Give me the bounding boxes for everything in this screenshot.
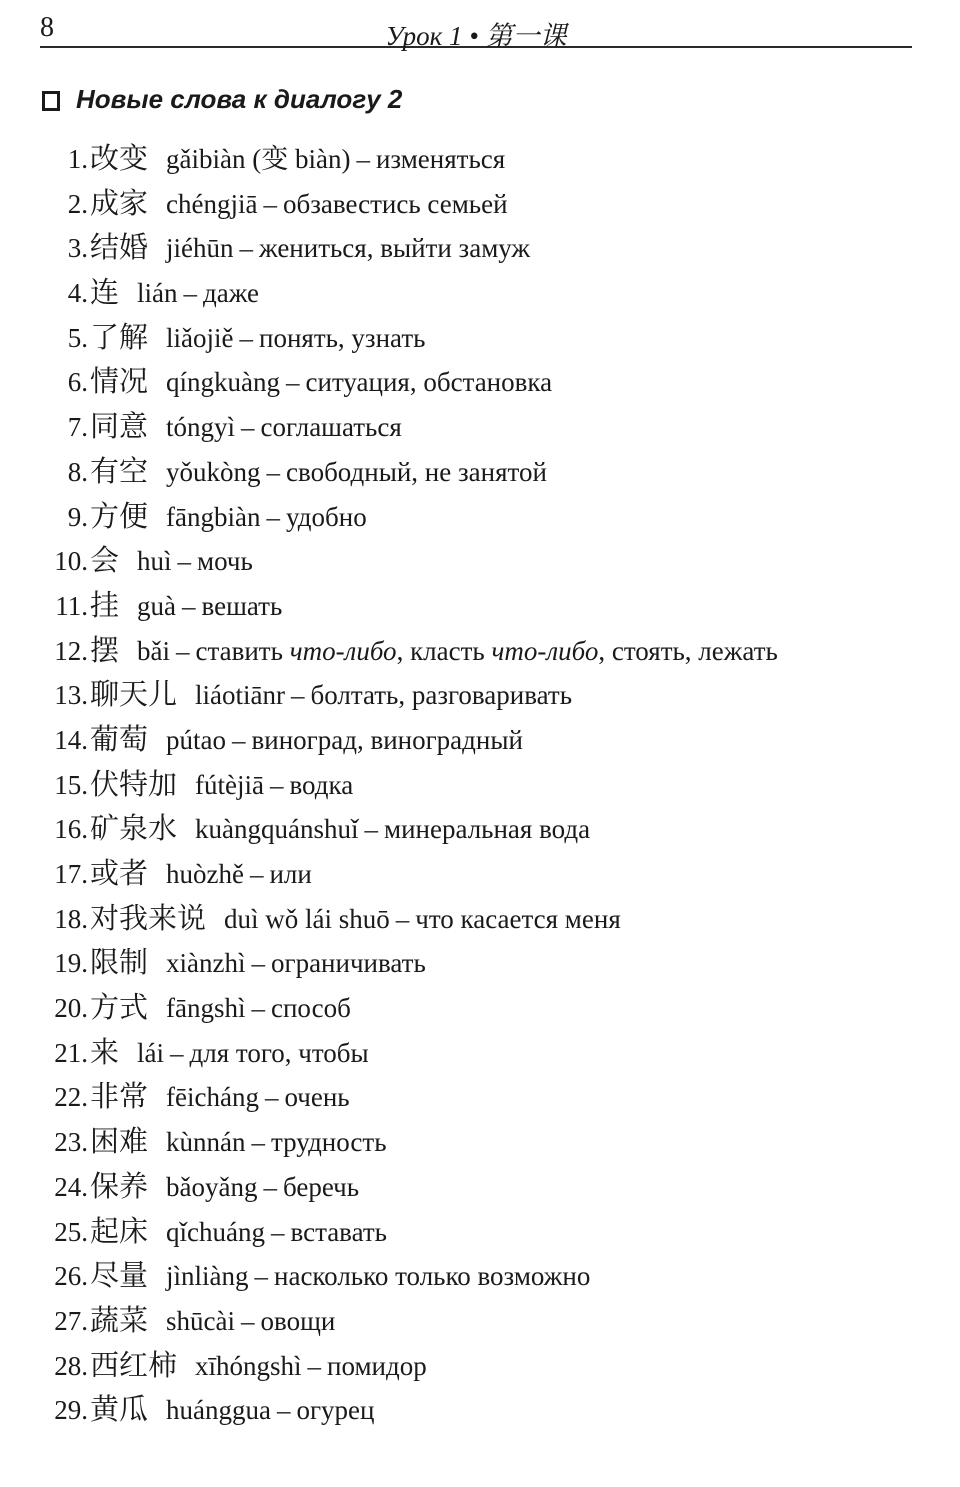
entry-separator: –: [254, 1261, 269, 1292]
vocab-entry: [38, 1164, 778, 1209]
entry-translation: водка: [289, 769, 354, 800]
entry-translation: для того, чтобы: [189, 1037, 369, 1068]
entry-number: 1.: [67, 144, 88, 174]
entry-translation: жениться, выйти замуж: [259, 233, 531, 264]
entry-hanzi: 结婚: [90, 230, 149, 265]
vocab-entry: [38, 1253, 778, 1298]
entry-separator: –: [307, 1350, 322, 1381]
entry-separator: –: [182, 590, 196, 621]
entry-separator: –: [241, 1305, 255, 1336]
vocab-entry: [38, 1387, 778, 1432]
entry-hanzi: 成家: [90, 185, 149, 220]
entry-pinyin: fēicháng: [166, 1082, 259, 1113]
entry-pinyin: jiéhūn: [166, 233, 234, 264]
entry-number: 14.: [54, 724, 88, 755]
vocab-entry: [38, 672, 778, 717]
entry-pinyin: yǒukòng: [166, 456, 261, 487]
vocab-entry: [38, 1343, 778, 1388]
entry-number: 4.: [67, 278, 88, 309]
entry-translation: насколько только возможно: [274, 1261, 591, 1292]
vocab-entry: [38, 1209, 778, 1254]
entry-separator: –: [263, 188, 277, 219]
entry-number: 15.: [54, 769, 88, 800]
vocab-entry: [38, 851, 778, 896]
entry-number: 25.: [54, 1216, 88, 1247]
running-title: Урок 1 • 第一课: [385, 21, 567, 51]
entry-number: 27.: [54, 1305, 88, 1336]
vocab-entry: [38, 181, 778, 226]
entry-hanzi: 非常: [90, 1079, 149, 1114]
entry-hanzi: 西红柿: [90, 1347, 178, 1382]
entry-pinyin: jìnliàng: [166, 1261, 249, 1292]
entry-number: 10.: [54, 546, 88, 577]
vocab-entry: [38, 359, 778, 404]
entry-number: 8.: [67, 456, 88, 487]
entry-number: 11.: [55, 590, 88, 621]
entry-hanzi: 改变: [90, 141, 149, 175]
entry-separator: –: [395, 903, 410, 934]
entry-separator: –: [251, 1127, 265, 1158]
entry-separator: –: [266, 501, 280, 532]
entry-hanzi: 聊天儿: [90, 677, 178, 712]
entry-pinyin: tóngyì: [166, 412, 236, 443]
entry-number: 22.: [54, 1082, 88, 1113]
entry-translation: способ: [271, 993, 351, 1024]
entry-hanzi: 方式: [90, 990, 149, 1025]
entry-number: 19.: [54, 948, 88, 979]
entry-translation: понять, узнать: [259, 322, 426, 353]
entry-separator: –: [251, 993, 265, 1024]
entry-separator: –: [183, 278, 198, 309]
square-bullet-icon: [42, 91, 60, 111]
entry-separator: –: [356, 144, 370, 174]
translation-part: , стоять, лежать: [598, 635, 778, 666]
entry-number: 13.: [54, 680, 88, 711]
entry-pinyin: lián: [137, 278, 178, 309]
entry-separator: –: [266, 456, 281, 487]
entry-hanzi: 尽量: [90, 1258, 149, 1293]
entry-pinyin: fāngbiàn: [166, 501, 261, 532]
entry-translation: болтать, разговаривать: [310, 680, 573, 711]
entry-translation: соглашаться: [260, 412, 402, 443]
entry-hanzi: 连: [90, 275, 120, 310]
entry-separator: –: [176, 635, 190, 666]
entry-hanzi: 矿泉水: [90, 811, 178, 846]
entry-hanzi: 摆: [90, 632, 120, 667]
entry-pinyin: xīhóngshì: [195, 1350, 302, 1381]
entry-translation: [196, 629, 778, 674]
entry-hanzi: 或者: [90, 856, 149, 890]
vocab-entry: [38, 583, 778, 628]
entry-separator: –: [264, 1082, 279, 1113]
entry-number: 16.: [54, 814, 88, 845]
entry-pinyin: gǎibiàn (变 biàn): [166, 144, 351, 174]
entry-number: 24.: [54, 1171, 88, 1202]
vocab-entry: [38, 225, 778, 270]
entry-separator: –: [177, 546, 192, 577]
entry-translation: вставать: [290, 1216, 387, 1247]
vocab-entry: [38, 940, 778, 985]
entry-translation: овощи: [260, 1305, 336, 1336]
entry-pinyin: pútao: [166, 724, 227, 755]
entry-hanzi: 困难: [90, 1124, 149, 1159]
entry-translation: вешать: [201, 590, 283, 621]
vocab-entry: [38, 806, 778, 851]
vocab-entry: [38, 449, 778, 494]
vocab-entry: [38, 628, 778, 673]
entry-separator: –: [271, 1216, 285, 1247]
entry-translation: виноград, виноградный: [251, 724, 523, 755]
entry-separator: –: [286, 367, 300, 398]
entry-number: 7.: [67, 412, 88, 443]
entry-pinyin: huòzhě: [166, 859, 244, 889]
entry-pinyin: qíngkuàng: [166, 367, 281, 398]
vocab-entry: [38, 717, 778, 762]
entry-number: 12.: [54, 635, 88, 666]
vocabulary-list: [38, 136, 778, 1432]
entry-separator: –: [249, 859, 264, 889]
page-number: 8: [40, 12, 54, 43]
entry-translation: обзавестись семьей: [282, 188, 508, 219]
entry-hanzi: 限制: [90, 945, 149, 980]
entry-hanzi: 保养: [90, 1168, 149, 1203]
entry-translation: очень: [284, 1082, 350, 1113]
entry-pinyin: duì wǒ lái shuō: [224, 903, 390, 934]
entry-separator: –: [241, 412, 255, 443]
vocab-entry: [38, 896, 778, 941]
entry-hanzi: 情况: [90, 364, 149, 399]
entry-separator: –: [364, 814, 378, 845]
entry-translation: помидор: [327, 1350, 427, 1381]
vocab-entry: [38, 762, 778, 807]
entry-hanzi: 方便: [90, 498, 149, 533]
entry-number: 18.: [54, 903, 88, 934]
entry-hanzi: 伏特加: [90, 766, 178, 801]
entry-hanzi: 来: [90, 1034, 120, 1069]
entry-pinyin: xiànzhì: [166, 948, 246, 979]
translation-part: ставить: [195, 635, 290, 666]
vocab-entry: [38, 1298, 778, 1343]
entry-translation: мочь: [197, 546, 253, 577]
entry-translation: трудность: [271, 1127, 387, 1158]
section-heading: [42, 84, 402, 115]
entry-number: 9.: [67, 501, 88, 532]
page-header: [40, 8, 912, 51]
entry-translation: изменяться: [375, 144, 506, 174]
vocab-entry: [38, 1074, 778, 1119]
entry-pinyin: bǎi: [137, 635, 171, 666]
entry-number: 17.: [54, 859, 88, 889]
translation-part: , класть: [396, 635, 492, 666]
vocab-entry: [38, 1030, 778, 1075]
entry-translation: ограничивать: [271, 948, 426, 979]
entry-translation: огурец: [296, 1395, 375, 1426]
entry-number: 23.: [54, 1127, 88, 1158]
entry-hanzi: 了解: [90, 319, 149, 354]
entry-hanzi: 挂: [90, 587, 120, 622]
entry-pinyin: bǎoyǎng: [166, 1171, 258, 1202]
entry-hanzi: 蔬菜: [90, 1302, 149, 1337]
entry-number: 5.: [67, 322, 88, 353]
entry-pinyin: fútèjiā: [195, 769, 264, 800]
entry-translation: беречь: [282, 1171, 360, 1202]
entry-pinyin: kuàngquánshuǐ: [195, 814, 359, 845]
entry-separator: –: [276, 1395, 291, 1426]
vocab-entry: [38, 1119, 778, 1164]
entry-number: 29.: [54, 1395, 88, 1426]
italic-note: что-либо: [491, 635, 599, 666]
entry-number: 21.: [54, 1037, 88, 1068]
vocab-entry: [38, 494, 778, 539]
entry-pinyin: liáotiānr: [195, 680, 285, 711]
entry-separator: –: [263, 1171, 277, 1202]
entry-pinyin: huánggua: [166, 1395, 271, 1426]
entry-pinyin: chéngjiā: [166, 188, 258, 219]
entry-translation: свободный, не занятой: [286, 456, 547, 487]
entry-translation: ситуация, обстановка: [305, 367, 553, 398]
vocab-entry: [38, 985, 778, 1030]
entry-translation: минеральная вода: [384, 814, 591, 845]
entry-hanzi: 有空: [90, 453, 149, 488]
entry-hanzi: 葡萄: [90, 721, 149, 756]
entry-number: 26.: [54, 1261, 88, 1292]
entry-separator: –: [269, 769, 284, 800]
entry-hanzi: 会: [90, 543, 120, 578]
entry-pinyin: qǐchuáng: [166, 1216, 265, 1247]
vocab-entry: [38, 136, 778, 181]
entry-hanzi: 对我来说: [90, 900, 207, 935]
vocab-entry: [38, 538, 778, 583]
section-title: Новые слова к диалогу 2: [76, 84, 403, 114]
entry-separator: –: [251, 948, 265, 979]
entry-separator: –: [239, 233, 254, 264]
vocab-entry: [38, 270, 778, 315]
entry-translation: даже: [203, 278, 260, 309]
entry-pinyin: guà: [137, 590, 176, 621]
entry-hanzi: 起床: [90, 1213, 149, 1248]
entry-pinyin: kùnnán: [166, 1127, 246, 1158]
entry-pinyin: liǎojiě: [166, 322, 234, 353]
entry-pinyin: fāngshì: [166, 993, 246, 1024]
entry-pinyin: huì: [137, 546, 172, 577]
entry-number: 6.: [67, 367, 88, 398]
entry-separator: –: [290, 680, 305, 711]
entry-number: 2.: [67, 188, 88, 219]
entry-hanzi: 同意: [90, 409, 149, 444]
vocab-entry: [38, 315, 778, 360]
vocab-entry: [38, 404, 778, 449]
italic-note: что-либо: [289, 635, 397, 666]
entry-pinyin: lái: [137, 1037, 165, 1068]
entry-number: 3.: [67, 233, 88, 264]
entry-number: 20.: [54, 993, 88, 1024]
entry-translation: удобно: [285, 501, 367, 532]
entry-separator: –: [170, 1037, 184, 1068]
entry-separator: –: [232, 724, 246, 755]
entry-number: 28.: [54, 1350, 88, 1381]
entry-pinyin: shūcài: [166, 1305, 235, 1336]
entry-translation: что касается меня: [415, 903, 621, 934]
entry-translation: или: [269, 859, 312, 889]
entry-separator: –: [239, 322, 253, 353]
entry-hanzi: 黄瓜: [90, 1392, 149, 1427]
